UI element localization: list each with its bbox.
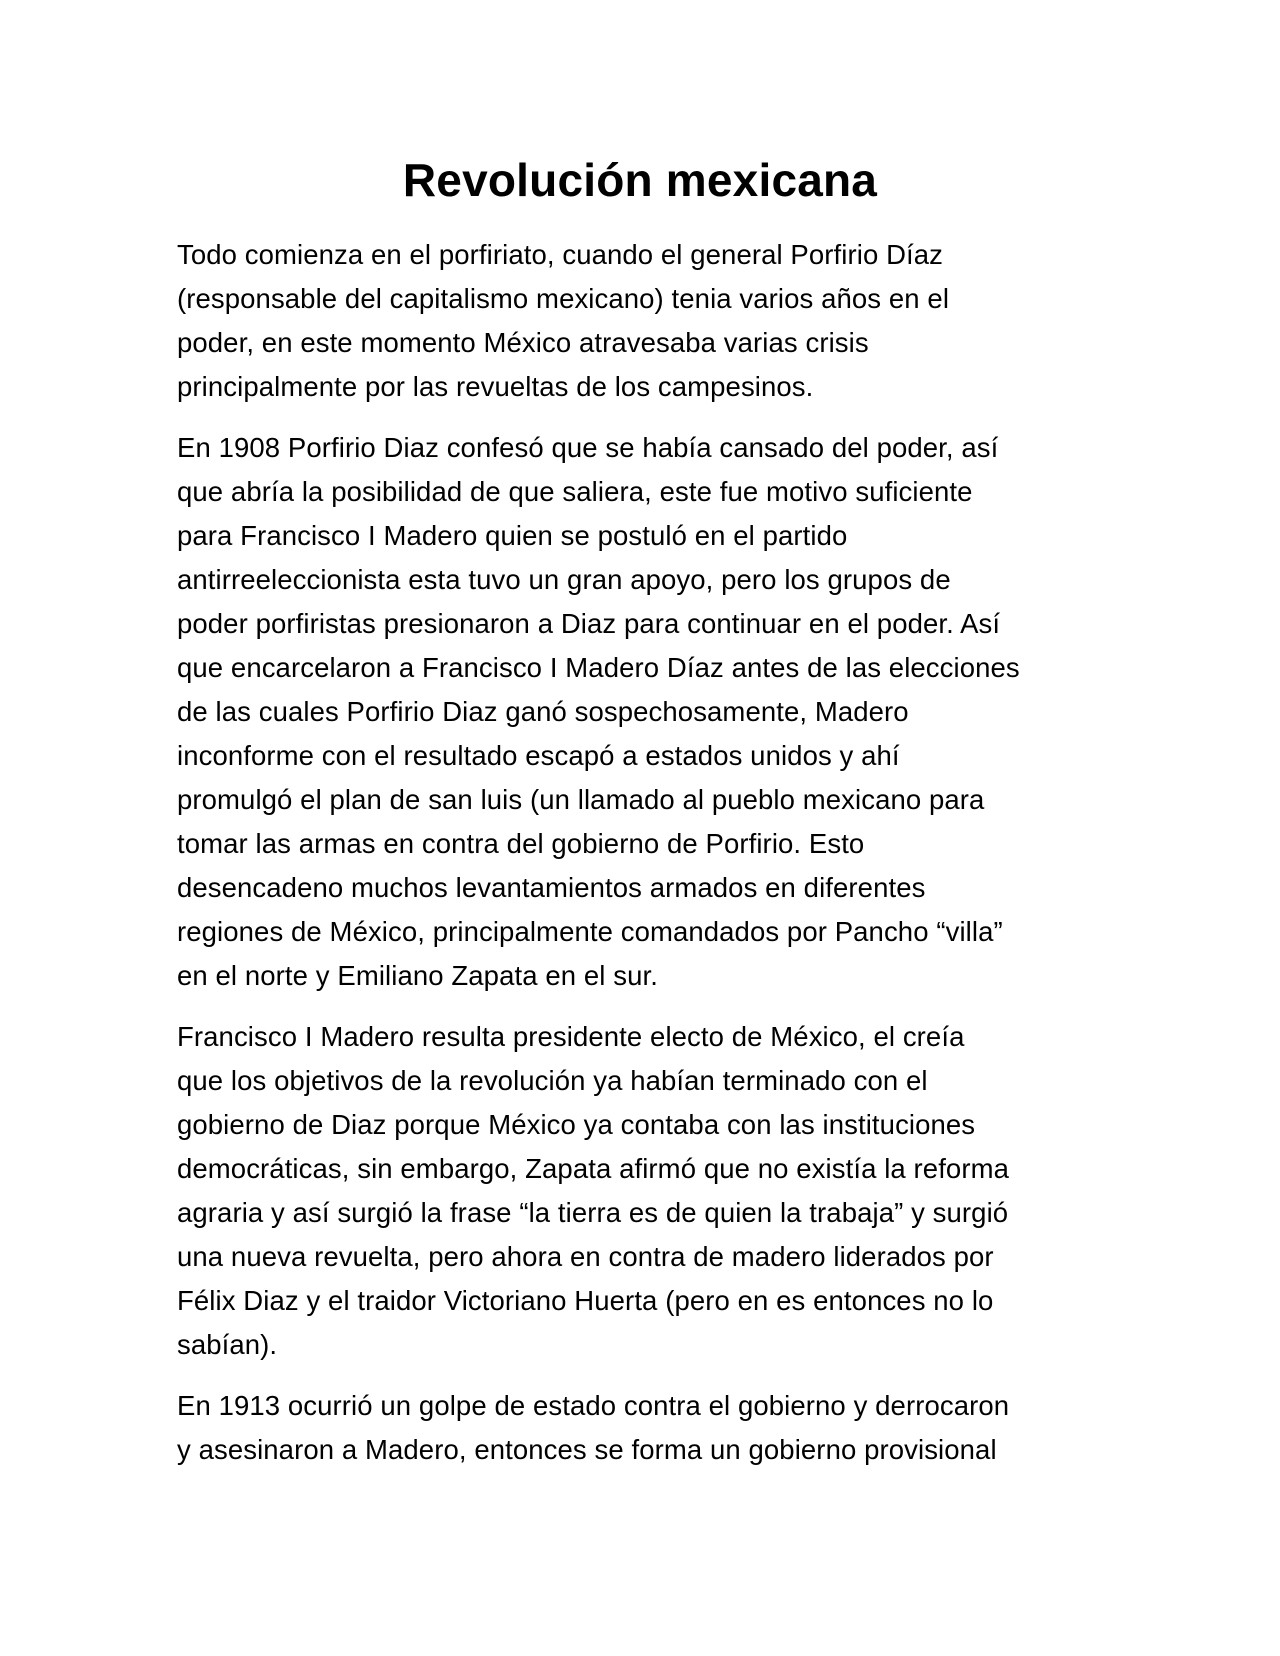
text-line: (responsable del capitalismo mexicano) tenia varios años en el xyxy=(177,283,950,314)
text-line: y asesinaron a Madero, entonces se forma un gobierno provisional xyxy=(177,1434,997,1465)
text-line: promulgó el plan de san luis (un llamado al pueblo mexicano para xyxy=(177,784,985,815)
text-line: principalmente por las revueltas de los campesinos. xyxy=(177,371,814,402)
text-line: Todo comienza en el porfiriato, cuando el general Porfirio Díaz xyxy=(177,239,944,270)
text-line: inconforme con el resultado escapó a estados unidos y ahí xyxy=(177,740,900,771)
text-line: Félix Diaz y el traidor Victoriano Huerta (pero en es entonces no lo xyxy=(177,1285,994,1316)
text-line: de las cuales Porfirio Diaz ganó sospechosamente, Madero xyxy=(177,696,909,727)
document-title: Revolución mexicana xyxy=(402,154,878,206)
text-line: que los objetivos de la revolución ya habían terminado con el xyxy=(177,1065,928,1096)
text-line: democráticas, sin embargo, Zapata afirmó que no existía la reforma xyxy=(177,1153,1009,1184)
paragraph-1 xyxy=(177,233,1107,409)
text-line: sabían). xyxy=(177,1329,278,1360)
text-line: desencadeno muchos levantamientos armados en diferentes xyxy=(177,872,926,903)
document-body xyxy=(177,233,1107,1489)
text-line: En 1913 ocurrió un golpe de estado contra el gobierno y derrocaron xyxy=(177,1390,1010,1421)
text-line: antirreeleccionista esta tuvo un gran apoyo, pero los grupos de xyxy=(177,564,951,595)
text-line: poder porfiristas presionaron a Diaz para continuar en el poder. Así xyxy=(177,608,1001,639)
text-line: agraria y así surgió la frase “la tierra es de quien la trabaja” y surgió xyxy=(177,1197,1009,1228)
text-line: en el norte y Emiliano Zapata en el sur. xyxy=(177,960,658,991)
text-line: Francisco I Madero resulta presidente electo de México, el creía xyxy=(177,1021,965,1052)
paragraph-3 xyxy=(177,1015,1107,1367)
text-line: una nueva revuelta, pero ahora en contra de madero liderados por xyxy=(177,1241,994,1272)
text-line: regiones de México, principalmente comandados por Pancho “villa” xyxy=(177,916,1003,947)
text-line: gobierno de Diaz porque México ya contaba con las instituciones xyxy=(177,1109,976,1140)
paragraph-4 xyxy=(177,1384,1107,1472)
text-line: tomar las armas en contra del gobierno de Porfirio. Esto xyxy=(177,828,865,859)
text-line: que abría la posibilidad de que saliera, este fue motivo suficiente xyxy=(177,476,973,507)
text-line: poder, en este momento México atravesaba varias crisis xyxy=(177,327,869,358)
text-line: que encarcelaron a Francisco I Madero Díaz antes de las elecciones xyxy=(177,652,1020,683)
text-line: para Francisco I Madero quien se postuló en el partido xyxy=(177,520,848,551)
text-line: En 1908 Porfirio Diaz confesó que se había cansado del poder, así xyxy=(177,432,999,463)
paragraph-2 xyxy=(177,426,1107,998)
